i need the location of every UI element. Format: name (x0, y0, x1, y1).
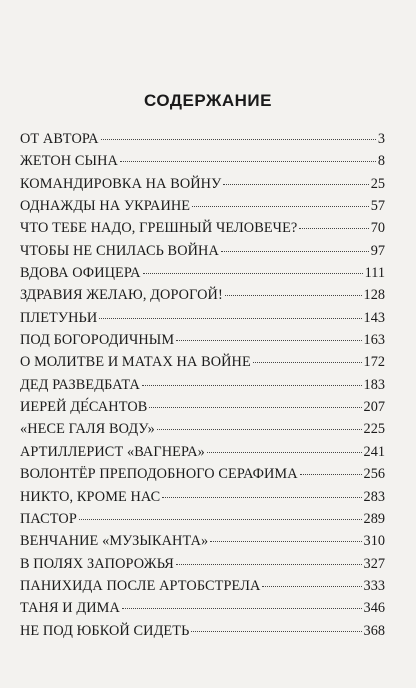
toc-entry (20, 575, 385, 597)
dot-leader (223, 184, 368, 185)
table-of-contents (20, 128, 385, 642)
dot-leader (221, 251, 369, 252)
dot-leader (79, 519, 362, 520)
toc-entry-title: ВДОВА ОФИЦЕРА (20, 265, 141, 282)
dot-leader (157, 429, 362, 430)
toc-entry (20, 128, 385, 150)
dot-leader (192, 206, 369, 207)
toc-entry-page-number: 310 (363, 533, 385, 550)
toc-entry-page-number: 327 (363, 555, 385, 572)
dot-leader (122, 608, 362, 609)
toc-entry-page-number: 183 (363, 376, 385, 393)
dot-leader (191, 631, 361, 632)
toc-entry-page-number: 368 (363, 622, 385, 639)
toc-entry-page-number: 143 (363, 309, 385, 326)
toc-entry (20, 463, 385, 485)
toc-entry-title: ОДНАЖДЫ НА УКРАИНЕ (20, 198, 191, 215)
toc-entry-page-number: 241 (363, 443, 385, 460)
dot-leader (207, 452, 362, 453)
dot-leader (253, 362, 362, 363)
toc-entry-title: НИКТО, КРОМЕ НАС (20, 488, 161, 505)
toc-entry-title: О МОЛИТВЕ И МАТАХ НА ВОЙНЕ (20, 354, 251, 371)
toc-entry (20, 530, 385, 552)
toc-entry-page-number: 207 (363, 399, 385, 416)
dot-leader (101, 139, 376, 140)
toc-entry (20, 195, 385, 217)
dot-leader (300, 474, 362, 475)
toc-entry (20, 262, 385, 284)
toc-entry-title: ИЕРЕЙ ДЕ́САНТОВ (20, 399, 148, 416)
dot-leader (99, 318, 361, 319)
dot-leader (176, 340, 361, 341)
toc-entry-title: ПАНИХИДА ПОСЛЕ АРТОБСТРЕЛА (20, 577, 261, 594)
dot-leader (149, 407, 361, 408)
toc-entry (20, 418, 385, 440)
toc-entry-page-number: 346 (363, 600, 385, 617)
toc-entry (20, 150, 385, 172)
toc-entry-title: ВЕНЧАНИЕ «МУЗЫКАНТА» (20, 533, 209, 550)
toc-entry-page-number: 3 (377, 131, 385, 147)
toc-entry (20, 553, 385, 575)
toc-entry (20, 351, 385, 373)
toc-entry-title: ВОЛОНТЁР ПРЕПОДОБНОГО СЕРАФИМА (20, 466, 298, 483)
toc-entry-page-number: 225 (363, 421, 385, 438)
toc-entry-title: ТАНЯ И ДИМА (20, 600, 120, 617)
toc-entry-page-number: 289 (363, 510, 385, 527)
toc-entry (20, 284, 385, 306)
toc-entry-page-number: 8 (377, 153, 385, 170)
toc-entry-page-number: 57 (370, 198, 385, 215)
toc-entry-title: КОМАНДИРОВКА НА ВОЙНУ (20, 175, 222, 192)
dot-leader (120, 161, 376, 162)
dot-leader (210, 541, 361, 542)
toc-entry (20, 396, 385, 418)
toc-entry-title: ПОД БОГОРОДИЧНЫМ (20, 332, 175, 349)
toc-entry-page-number: 70 (370, 220, 385, 237)
toc-entry (20, 620, 385, 642)
toc-entry-title: ОТ АВТОРА (20, 131, 99, 147)
dot-leader (299, 228, 368, 229)
toc-entry (20, 173, 385, 195)
dot-leader (143, 273, 363, 274)
toc-entry-page-number: 97 (370, 242, 385, 259)
dot-leader (262, 586, 361, 587)
dot-leader (225, 295, 362, 296)
toc-entry-page-number: 283 (363, 488, 385, 505)
toc-entry-title: ЗДРАВИЯ ЖЕЛАЮ, ДОРОГОЙ! (20, 287, 223, 304)
toc-entry-page-number: 111 (364, 265, 385, 282)
toc-entry-page-number: 333 (363, 577, 385, 594)
toc-entry (20, 240, 385, 262)
dot-leader (142, 385, 362, 386)
toc-entry (20, 217, 385, 239)
toc-entry (20, 486, 385, 508)
page-title: СОДЕРЖАНИЕ (144, 91, 272, 110)
toc-entry-page-number: 25 (370, 175, 385, 192)
toc-entry-page-number: 163 (363, 332, 385, 349)
toc-entry-page-number: 128 (363, 287, 385, 304)
toc-entry-page-number: 172 (363, 354, 385, 371)
dot-leader (162, 497, 361, 498)
toc-entry (20, 508, 385, 530)
toc-entry-page-number: 256 (363, 466, 385, 483)
toc-entry-title: «НЕСЕ ГАЛЯ ВОДУ» (20, 421, 155, 438)
toc-entry-title: НЕ ПОД ЮБКОЙ СИДЕТЬ (20, 622, 190, 639)
toc-entry (20, 329, 385, 351)
toc-entry-title: ЧТО ТЕБЕ НАДО, ГРЕШНЫЙ ЧЕЛОВЕЧЕ? (20, 220, 298, 237)
toc-entry-title: ПЛЕТУНЬИ (20, 309, 98, 326)
dot-leader (176, 564, 362, 565)
toc-entry-title: ДЕД РАЗВЕДБАТА (20, 376, 140, 393)
toc-entry-title: В ПОЛЯХ ЗАПОРОЖЬЯ (20, 555, 174, 572)
toc-entry (20, 441, 385, 463)
toc-entry-title: ПАСТОР (20, 510, 77, 527)
toc-entry-title: ЖЕТОН СЫНА (20, 153, 118, 170)
toc-entry (20, 597, 385, 619)
toc-entry (20, 307, 385, 329)
toc-entry (20, 374, 385, 396)
toc-entry-title: АРТИЛЛЕРИСТ «ВАГНЕРА» (20, 443, 205, 460)
toc-entry-title: ЧТОБЫ НЕ СНИЛАСЬ ВОЙНА (20, 242, 219, 259)
